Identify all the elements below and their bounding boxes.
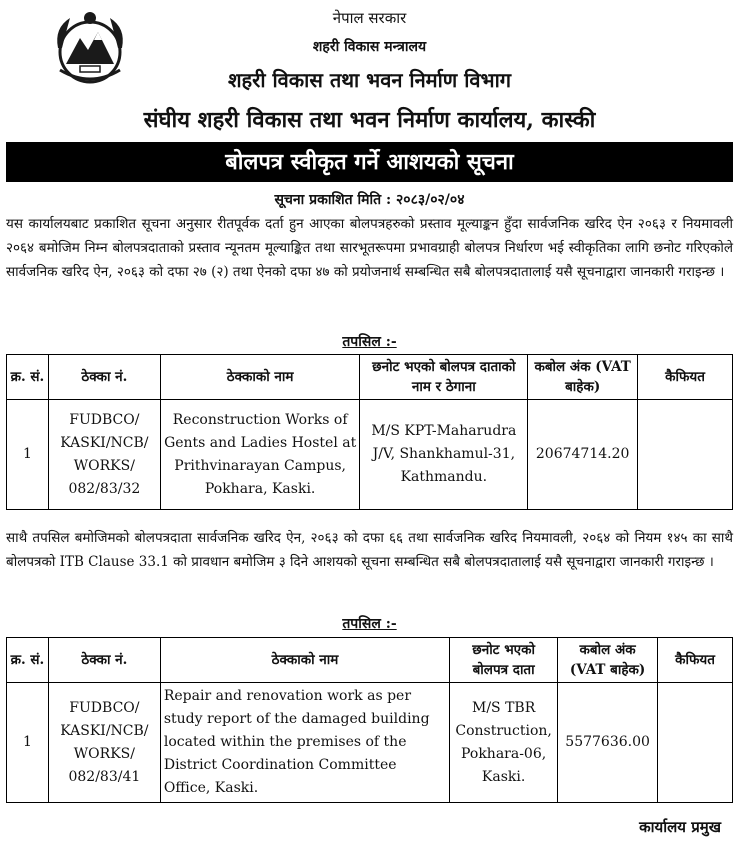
department-line: शहरी विकास तथा भवन निर्माण विभाग <box>227 68 512 92</box>
header-sn: क्र. सं. <box>7 638 49 683</box>
header-contract-no: ठेक्का नं. <box>48 638 160 683</box>
office-chief-signature: कार्यालय प्रमुख <box>639 818 721 836</box>
bid-table-1 <box>6 354 733 510</box>
cell-amount: 20674714.20 <box>528 400 638 510</box>
table-header-row <box>7 638 733 683</box>
letterhead <box>0 0 739 138</box>
details-caption-1: तपसिल :- <box>342 334 397 350</box>
details-caption-2: तपसिल :- <box>342 616 397 632</box>
ministry-line: शहरी विकास मन्त्रालय <box>312 39 427 55</box>
cell-contract-name: Repair and renovation work as per study report of the damaged building located within the premises of the District Coordination Committee Office, Kaski. <box>160 683 449 803</box>
bid-table-2 <box>6 637 733 803</box>
header-remarks: कैफियत <box>638 355 733 400</box>
header-contract-name: ठेक्काको नाम <box>160 638 449 683</box>
cell-contract-name: Reconstruction Works of Gents and Ladies Hostel at Prithvinarayan Campus, Pokhara, Kaski. <box>160 400 360 510</box>
header-contract-name: ठेक्काको नाम <box>160 355 360 400</box>
notice-title-banner: बोलपत्र स्वीकृत गर्ने आशयको सूचना <box>6 142 733 182</box>
cell-contract-no: FUDBCO/ KASKI/NCB/ WORKS/ 082/83/41 <box>48 683 160 803</box>
cell-sn: 1 <box>7 683 49 803</box>
publish-date: सूचना प्रकाशित मिति : २०८३/०२/०४ <box>274 192 465 208</box>
notice-paragraph-1: यस कार्यालयबाट प्रकाशित सूचना अनुसार रीतपूर्वक दर्ता हुन आएका बोलपत्रहरुको प्रस्ताव मूल्याङ्कन हुँदा सार्वजनिक खरिद ऐन २०६३ र नियमावली २०६४ बमोजिम निम्न बोलपत्रदाताको प्रस्ताव न्यूनतम मूल्याङ्कित तथा सारभूतरूपमा प्रभावग्राही बोलपत्र निर्धारण भई स्वीकृतिका लागि छनोट गरिएकोले सार्वजनिक खरिद ऐन, २०६३ को दफा २७ (२) तथा ऐनको दफा ४७ को प्रयोजनार्थ सम्बन्धित सबै बोलपत्रदातालाई यसै सूचनाद्वारा जानकारी गराइन्छ । <box>6 216 733 280</box>
header-bidder: छनोट भएको बोलपत्र दाताको नाम र ठेगाना <box>360 355 528 400</box>
table-row <box>7 683 733 803</box>
gov-line: नेपाल सरकार <box>332 9 407 27</box>
notice-paragraph-2: साथै तपसिल बमोजिमको बोलपत्रदाता सार्वजनिक खरिद ऐन, २०६३ को दफा ६६ तथा सार्वजनिक खरिद नियमावली, २०६४ को नियम १४५ का साथै बोलपत्रको ITB Clause 33.1 को प्रावधान बमोजिम ३ दिने आशयको सूचना सम्बन्धित सबै बोलपत्रदातालाई यसै सूचनाद्वारा जानकारी गराइन्छ । <box>6 530 733 570</box>
table-row <box>7 400 733 510</box>
table-header-row <box>7 355 733 400</box>
cell-remarks <box>638 400 733 510</box>
cell-amount: 5577636.00 <box>558 683 658 803</box>
header-amount: कबोल अंक (VAT बाहेक) <box>528 355 638 400</box>
header-bidder: छनोट भएको बोलपत्र दाता <box>450 638 558 683</box>
cell-sn: 1 <box>7 400 49 510</box>
cell-contract-no: FUDBCO/ KASKI/NCB/ WORKS/ 082/83/32 <box>48 400 160 510</box>
cell-remarks <box>658 683 733 803</box>
header-amount: कबोल अंक (VAT बाहेक) <box>558 638 658 683</box>
office-line: संघीय शहरी विकास तथा भवन निर्माण कार्यालय, कास्की <box>143 107 596 133</box>
header-sn: क्र. सं. <box>7 355 49 400</box>
header-remarks: कैफियत <box>658 638 733 683</box>
header-contract-no: ठेक्का नं. <box>48 355 160 400</box>
cell-bidder: M/S KPT-Maharudra J/V, Shankhamul-31, Kathmandu. <box>360 400 528 510</box>
cell-bidder: M/S TBR Construction, Pokhara-06, Kaski. <box>450 683 558 803</box>
